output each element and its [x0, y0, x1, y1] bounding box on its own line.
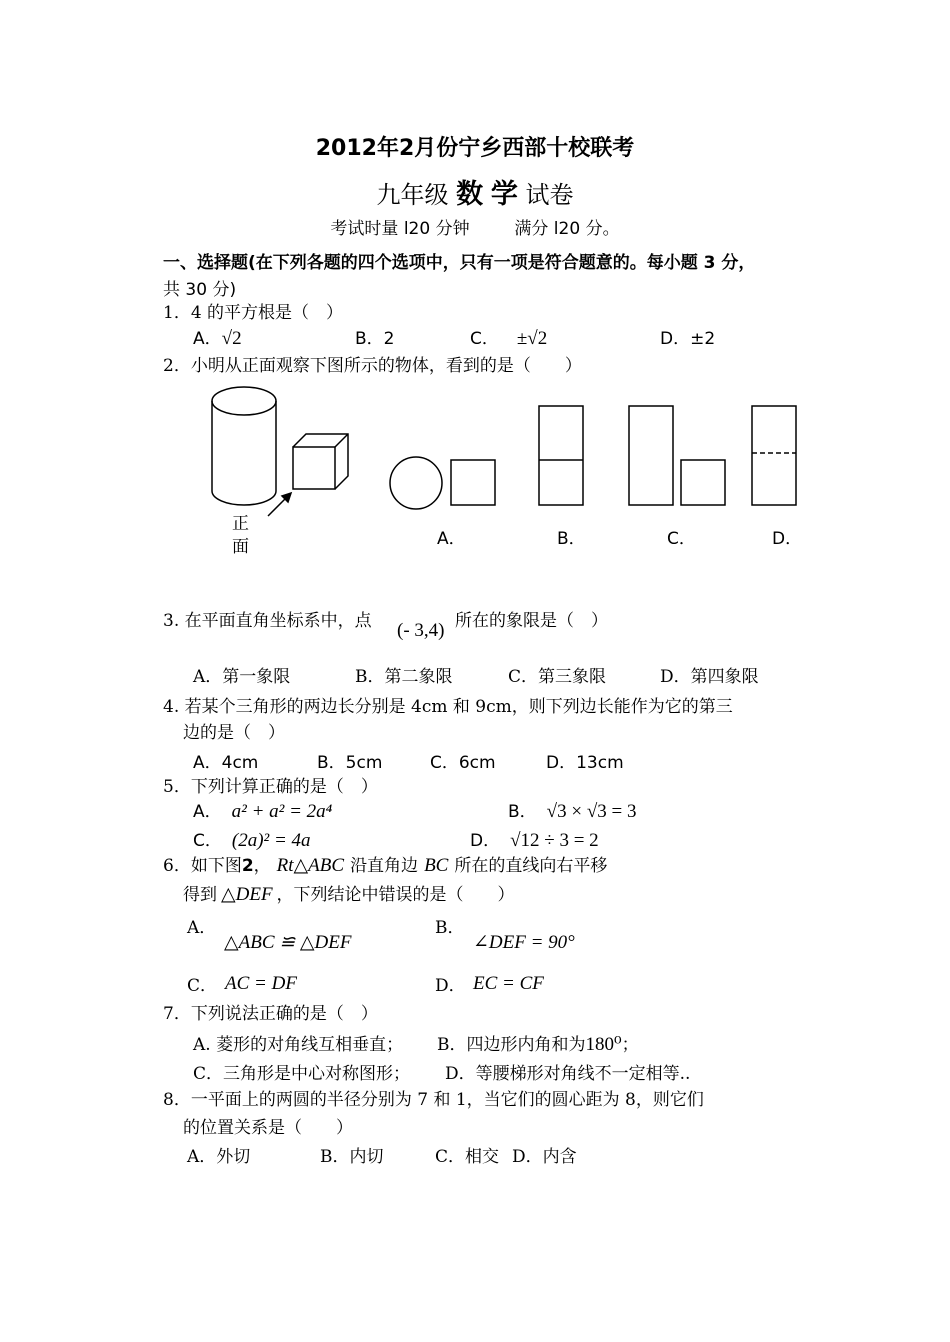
q2-option-a: A． — [437, 529, 466, 549]
q8-option-a: A．外切 — [187, 1147, 251, 1167]
q5-option-b — [508, 801, 636, 823]
q8-option-c: C．相交 — [435, 1147, 500, 1167]
score-info: 满分 l20 分。 — [514, 219, 620, 239]
q1-c-math: ±√2 — [516, 328, 548, 349]
q6-stem-math-2: BC — [424, 855, 449, 876]
q5-a-label: A． — [193, 802, 222, 822]
q4-option-c: C．6cm — [430, 753, 496, 773]
q8-option-b: B．内切 — [320, 1147, 384, 1167]
q2-option-d: D． — [772, 529, 803, 549]
q1-option-a — [193, 328, 242, 350]
q5-b-math: √3 × √3 = 3 — [546, 801, 637, 822]
q4-option-a: A．4cm — [193, 753, 259, 773]
q5-option-d — [470, 830, 599, 852]
q7-stem: 7．下列说法正确的是（ ） — [163, 1004, 378, 1024]
q6-line2-pre: 得到 — [183, 885, 217, 905]
q2-option-b: B． — [557, 529, 586, 549]
q5-d-label: D． — [470, 831, 501, 851]
q7-b-pre: B．四边形内角和为 — [437, 1035, 586, 1055]
q6-stem: 6．如下图2， Rt△ABC 沿直角边 BC 所在的直线向右平移 — [163, 855, 608, 876]
front-arrow-icon — [268, 493, 291, 516]
q6-option-a-math: △ABC ≌ △DEF — [224, 932, 352, 953]
q1-c-label: C． — [470, 329, 499, 349]
subtitle-subject-1: 数 — [456, 179, 484, 210]
q2-option-c: C． — [667, 529, 696, 549]
q3-option-d: D．第四象限 — [660, 667, 759, 687]
q6-stem-line2 — [183, 884, 515, 906]
q6-figure-number: 2 — [241, 856, 254, 876]
q3-option-b: B．第二象限 — [355, 667, 453, 687]
q5-d-math: √12 ÷ 3 = 2 — [510, 830, 599, 851]
q6-option-c-math: AC = DF — [225, 973, 297, 994]
front-label-1: 正 — [232, 514, 249, 534]
q3-point: (- 3,4) — [397, 620, 445, 641]
q5-option-c — [193, 830, 311, 852]
option-b-figure — [539, 406, 583, 505]
q1-a-label: A． — [193, 329, 222, 349]
q5-stem: 5．下列计算正确的是（ ） — [163, 777, 378, 797]
q3-option-c: C．第三象限 — [508, 667, 607, 687]
q4-option-d: D．13cm — [546, 753, 624, 773]
section-heading: 一、选择题(在下列各题的四个选项中，只有一项是符合题意的。每小题 3 分， — [163, 253, 756, 273]
time-info: 考试时量 l20 分钟 — [330, 219, 470, 239]
q7-b-math: 180⁰ — [585, 1034, 622, 1055]
q5-option-a — [193, 801, 332, 823]
subtitle-paper: 试卷 — [525, 181, 574, 209]
option-c-figure — [629, 406, 725, 505]
q1-option-b: B．2 — [355, 329, 395, 349]
q8-stem-cont: 的位置关系是（ ） — [183, 1118, 353, 1138]
q3-stem-post: 所在的象限是（ ） — [455, 611, 608, 631]
q3-option-a: A．第一象限 — [193, 667, 291, 687]
cylinder-shape — [212, 387, 276, 505]
q6-stem-math-1: Rt△ABC — [276, 855, 345, 876]
q1-option-c — [470, 328, 547, 350]
q7-option-d: D．等腰梯形对角线不一定相等.. — [445, 1064, 691, 1084]
q7-option-b — [437, 1034, 639, 1056]
q1-option-d: D．±2 — [660, 329, 716, 349]
q5-a-math: a² + a² = 2a⁴ — [231, 801, 333, 822]
q4-stem-cont: 边的是（ ） — [183, 723, 285, 743]
q7-b-post: ； — [621, 1035, 639, 1055]
q6-option-d-label: D． — [435, 976, 466, 996]
q8-option-d: D．内含 — [512, 1147, 577, 1167]
subtitle-subject-2: 学 — [490, 179, 518, 210]
q6-stem-mid: 沿直角边 — [350, 856, 419, 876]
q4-stem: 4. 若某个三角形的两边长分别是 4cm 和 9cm，则下列边长能作为它的第三 — [163, 697, 733, 717]
q6-option-b-label: B． — [435, 918, 465, 938]
q1-a-math: √2 — [221, 328, 242, 349]
q4-option-b: B．5cm — [317, 753, 383, 773]
q8-stem: 8．一平面上的两圆的半径分别为 7 和 1，当它们的圆心距为 8，则它们 — [163, 1090, 704, 1110]
q6-line2-math: △DEF — [221, 884, 273, 905]
q5-c-math: (2a)² = 4a — [231, 830, 311, 851]
exam-info — [0, 218, 950, 240]
cube-shape — [293, 434, 348, 489]
q6-option-b-math: ∠DEF = 90° — [473, 932, 575, 953]
q5-b-label: B． — [508, 802, 537, 822]
q5-c-label: C． — [193, 831, 222, 851]
q3-stem-pre: 3. 在平面直角坐标系中，点 — [163, 611, 372, 631]
q6-stem-post: 所在的直线向右平移 — [454, 856, 608, 876]
q2-figure — [0, 380, 950, 560]
q2-stem: 2．小明从正面观察下图所示的物体，看到的是（ ） — [163, 356, 582, 376]
q6-option-a-label: A． — [187, 918, 217, 938]
option-a-figure — [390, 457, 495, 509]
exam-subtitle — [0, 172, 950, 211]
q6-option-d-math: EC = CF — [473, 973, 544, 994]
q6-line2-post: ，下列结论中错误的是（ ） — [276, 885, 515, 905]
q7-option-c: C．三角形是中心对称图形； — [193, 1064, 411, 1084]
option-d-figure — [752, 406, 796, 505]
q1-stem: 1．4 的平方根是（ ） — [163, 303, 344, 323]
section-heading-cont: 共 30 分) — [163, 280, 237, 300]
q7-option-a: A. 菱形的对角线互相垂直； — [193, 1035, 404, 1055]
subtitle-grade: 九年级 — [376, 181, 449, 209]
exam-title: 2012年2月份宁乡西部十校联考 — [315, 136, 635, 161]
front-label-2: 面 — [232, 537, 249, 557]
q6-option-c-label: C． — [187, 976, 218, 996]
q6-stem-pre: 6．如下图 — [163, 856, 242, 876]
